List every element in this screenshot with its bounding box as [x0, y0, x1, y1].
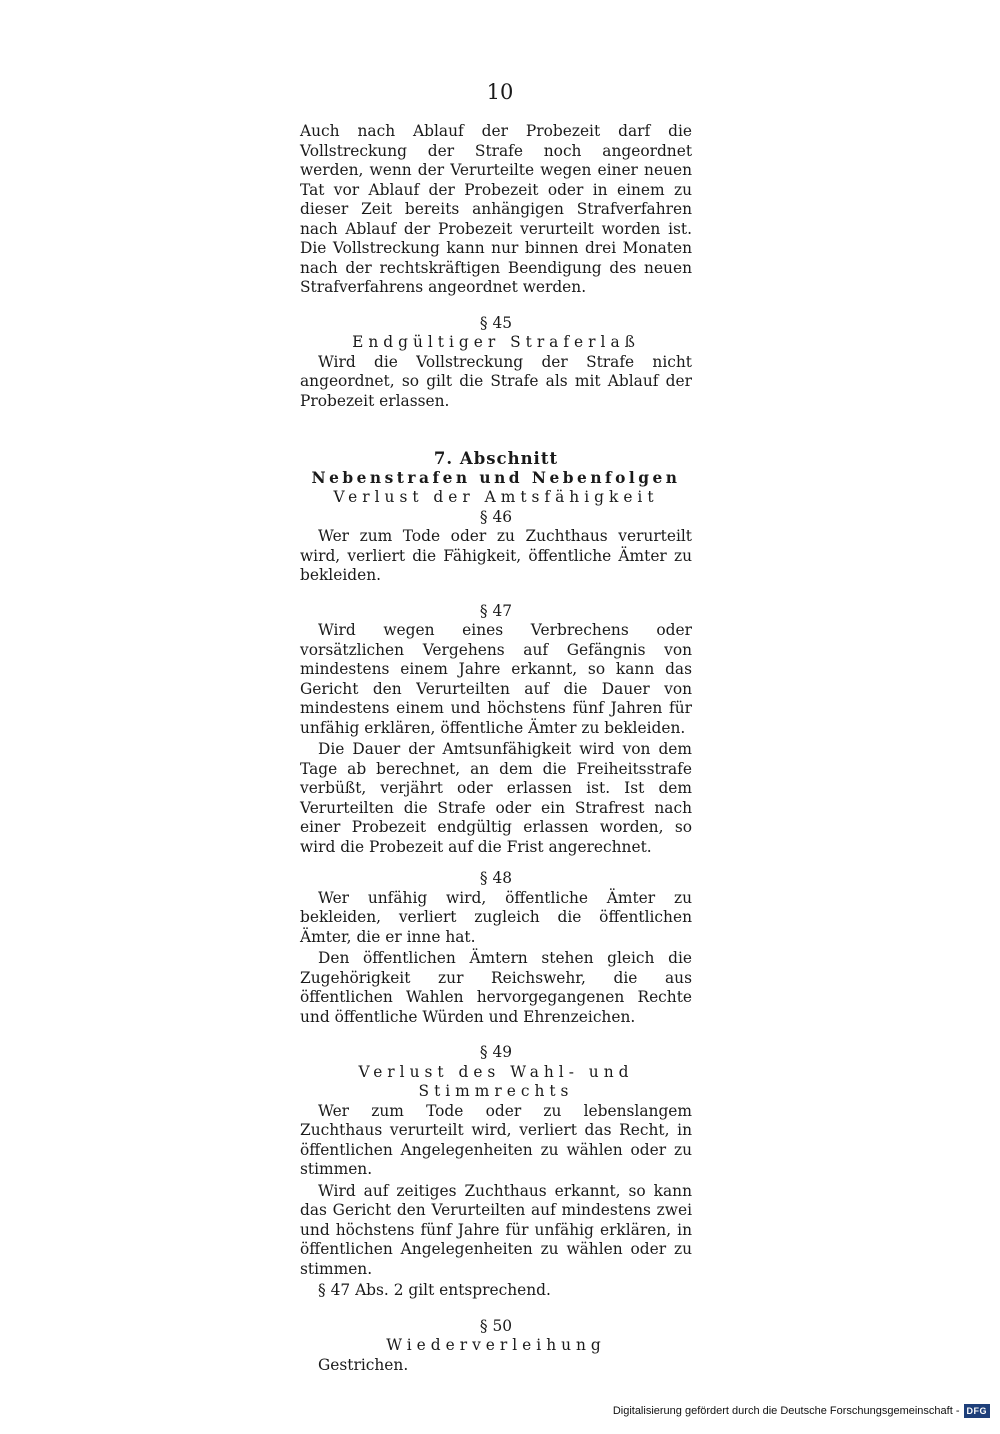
section-title: Endgültiger Straferlaß	[352, 333, 640, 351]
paragraph: § 47 Abs. 2 gilt entsprechend.	[318, 1281, 551, 1299]
document-body	[300, 122, 692, 1375]
paragraph: Die Dauer der Amtsunfähigkeit wird von dem Tage ab berechnet, an dem die Freiheitsstrafe verbüßt, verjährt oder erlassen ist. Ist dem Verurteilten die Strafe oder ein Strafrest nach einer Probezeit endgültig erlassen worden, so wird die Probezeit auf die Frist angerechnet.	[300, 740, 692, 856]
paragraph: Gestrichen.	[318, 1355, 409, 1374]
section-title: Verlust des Wahl- und Stimmrechts	[358, 1062, 634, 1100]
footer-credit	[613, 1404, 990, 1418]
section-number: § 50	[479, 1316, 513, 1335]
footer-text: Digitalisierung gefördert durch die Deutsche Forschungsgemeinschaft -	[612, 1405, 960, 1417]
paragraph: Wer zum Tode oder zu lebenslangem Zuchthaus verurteilt wird, verliert das Recht, in öffentlichen Angelegenheiten zu wählen oder zu stimmen.	[300, 1101, 692, 1178]
paragraph: Wird auf zeitiges Zuchthaus erkannt, so kann das Gericht den Verurteilten auf mindestens zwei und höchstens fünf Jahre für unfähig erklären, in öffentlichen Angelegenheiten zu wählen oder zu stimmen.	[300, 1181, 692, 1278]
paragraph: Wird die Vollstreckung der Strafe nicht angeordnet, so gilt die Strafe als mit Ablauf der Probezeit erlassen.	[300, 352, 692, 410]
section-number: § 46	[479, 507, 513, 526]
section-number: § 49	[479, 1043, 513, 1061]
paragraph: Wer unfähig wird, öffentliche Ämter zu bekleiden, verliert zugleich die öffentlichen Ämter, die er inne hat.	[300, 888, 692, 946]
paragraph: Wird wegen eines Verbrechens oder vorsätzlichen Vergehens auf Gefängnis von mindestens einem Jahre erkannt, so kann das Gericht den Verurteilten auf die Dauer von mindestens einem und höchstens fünf Jahren für unfähig erklären, öffentliche Ämter zu bekleiden.	[300, 621, 692, 737]
chapter-heading: 7. Abschnitt	[433, 449, 559, 468]
paragraph: Auch nach Ablauf der Probezeit darf die Vollstreckung der Strafe noch angeordnet werden, wenn der Verurteilte wegen einer neuen Tat vor Ablauf der Probezeit oder in einem zu dieser Zeit bereits anhängigen Strafverfahren nach Ablauf der Probezeit verurteilt worden ist. Die Vollstreckung kann nur binnen drei Monaten nach der rechtskräftigen Beendigung des neuen Strafverfahrens angeordnet werden.	[300, 122, 692, 296]
page-number: 10	[486, 80, 514, 104]
dfg-logo: DFG	[964, 1404, 991, 1418]
section-number: § 45	[479, 313, 513, 332]
section-number: § 47	[479, 601, 513, 620]
section-title: Wiederverleihung	[386, 1336, 606, 1354]
chapter-subheading: Nebenstrafen und Nebenfolgen	[311, 468, 681, 487]
paragraph: Den öffentlichen Ämtern stehen gleich die Zugehörigkeit zur Reichswehr, die aus öffentlichen Wahlen hervorgegangenen Rechte und öffentliche Würden und Ehrenzeichen.	[300, 949, 692, 1026]
paragraph: Wer zum Tode oder zu Zuchthaus verurteilt wird, verliert die Fähigkeit, öffentliche Ämter zu bekleiden.	[300, 527, 692, 584]
section-title: Verlust der Amtsfähigkeit	[333, 488, 659, 506]
section-number: § 48	[479, 869, 513, 887]
